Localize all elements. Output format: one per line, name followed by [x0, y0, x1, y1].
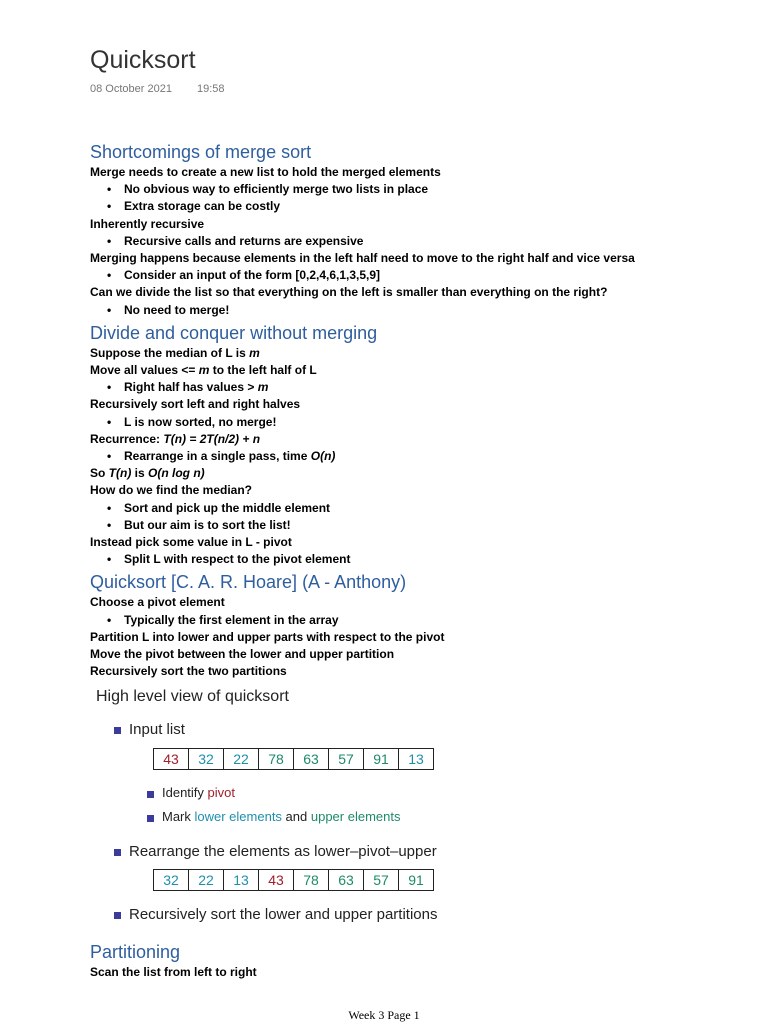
page-date: 08 October 2021 — [90, 83, 172, 95]
bullet-item: • Extra storage can be costly — [90, 198, 750, 215]
bullet-item: • No need to merge! — [90, 302, 750, 319]
figure-item-recursive: Recursively sort the lower and upper partitions — [114, 906, 437, 923]
page-time: 19:58 — [197, 83, 225, 95]
bullet-item: • No obvious way to efficiently merge two lists in place — [90, 181, 750, 198]
rearranged-array — [153, 869, 434, 891]
array-cell: 32 — [189, 749, 224, 769]
bullet-item: • Sort and pick up the middle element — [90, 500, 750, 517]
page-footer: Week 3 Page 1 — [348, 1008, 420, 1022]
text-line: Choose a pivot element — [90, 595, 225, 610]
section-heading-partitioning: Partitioning — [90, 942, 181, 963]
figure-sub-identify-pivot: Identify pivot — [147, 785, 235, 800]
text-line: Partition L into lower and upper parts with respect to the pivot — [90, 629, 445, 644]
array-cell: 57 — [329, 749, 364, 769]
section-heading-divide-conquer: Divide and conquer without merging — [90, 322, 378, 343]
section-heading-merge-sort: Shortcomings of merge sort — [90, 142, 312, 162]
array-cell: 78 — [259, 749, 294, 769]
bullet-item: • Rearrange in a single pass, time O(n) — [90, 448, 750, 465]
array-cell: 63 — [294, 749, 329, 769]
figure-sub-mark-elements: Mark lower elements and upper elements — [147, 809, 400, 824]
figure-title: High level view of quicksort — [96, 688, 289, 706]
array-cell: 22 — [189, 870, 224, 890]
text-line: Inherently recursive — [90, 216, 205, 231]
bullet-item: • Consider an input of the form [0,2,4,6,1,3,5,9] — [90, 267, 750, 284]
array-cell: 91 — [408, 872, 424, 889]
square-bullet-icon — [147, 791, 154, 798]
bullet-item: • Recursive calls and returns are expensive — [90, 233, 750, 250]
page-title: Quicksort — [90, 46, 196, 74]
text-line: Instead pick some value in L - pivot — [90, 535, 292, 550]
array-cell: 43 — [259, 870, 294, 890]
figure-item-rearrange: Rearrange the elements as lower–pivot–upper — [114, 843, 437, 860]
figure-item-input-list: Input list — [114, 721, 185, 738]
square-bullet-icon — [114, 727, 121, 734]
text-line: Recursively sort left and right halves — [90, 397, 301, 412]
section-heading-quicksort: Quicksort [C. A. R. Hoare] (A - Anthony) — [90, 572, 407, 593]
bullet-item: • Right half has values > m — [90, 379, 750, 396]
array-cell: 43 — [154, 749, 189, 769]
array-cell: 22 — [224, 749, 259, 769]
quicksort-figure — [90, 688, 750, 938]
page-content — [90, 140, 750, 982]
array-cell: 32 — [154, 870, 189, 890]
text-line: Move all values <= m to the left half of L — [90, 363, 317, 378]
bullet-item: • L is now sorted, no merge! — [90, 414, 750, 431]
text-line: Scan the list from left to right — [90, 965, 257, 980]
text-line: Suppose the median of L is m — [90, 345, 260, 360]
bullet-item: • But our aim is to sort the list! — [90, 517, 750, 534]
array-cell: 78 — [294, 870, 329, 890]
text-line: Recursively sort the two partitions — [90, 664, 287, 679]
text-line: Can we divide the list so that everything on the left is smaller than everything on the right? — [90, 285, 608, 300]
array-cell: 13 — [408, 751, 424, 768]
text-line: Merging happens because elements in the left half need to move to the right half and vice versa — [90, 251, 635, 266]
text-line: Move the pivot between the lower and upper partition — [90, 647, 395, 662]
square-bullet-icon — [147, 815, 154, 822]
text-line: Merge needs to create a new list to hold the merged elements — [90, 165, 441, 179]
array-cell: 63 — [329, 870, 364, 890]
square-bullet-icon — [114, 912, 121, 919]
square-bullet-icon — [114, 849, 121, 856]
array-cell: 57 — [364, 870, 399, 890]
bullet-item: • Typically the first element in the array — [90, 612, 750, 629]
array-cell: 91 — [364, 749, 399, 769]
array-cell: 13 — [224, 870, 259, 890]
input-array — [153, 748, 434, 770]
page-meta — [90, 83, 225, 95]
bullet-item: • Split L with respect to the pivot element — [90, 551, 750, 568]
text-line: So T(n) is O(n log n) — [90, 466, 205, 481]
text-line: Recurrence: T(n) = 2T(n/2) + n — [90, 431, 261, 446]
text-line: How do we find the median? — [90, 483, 252, 498]
